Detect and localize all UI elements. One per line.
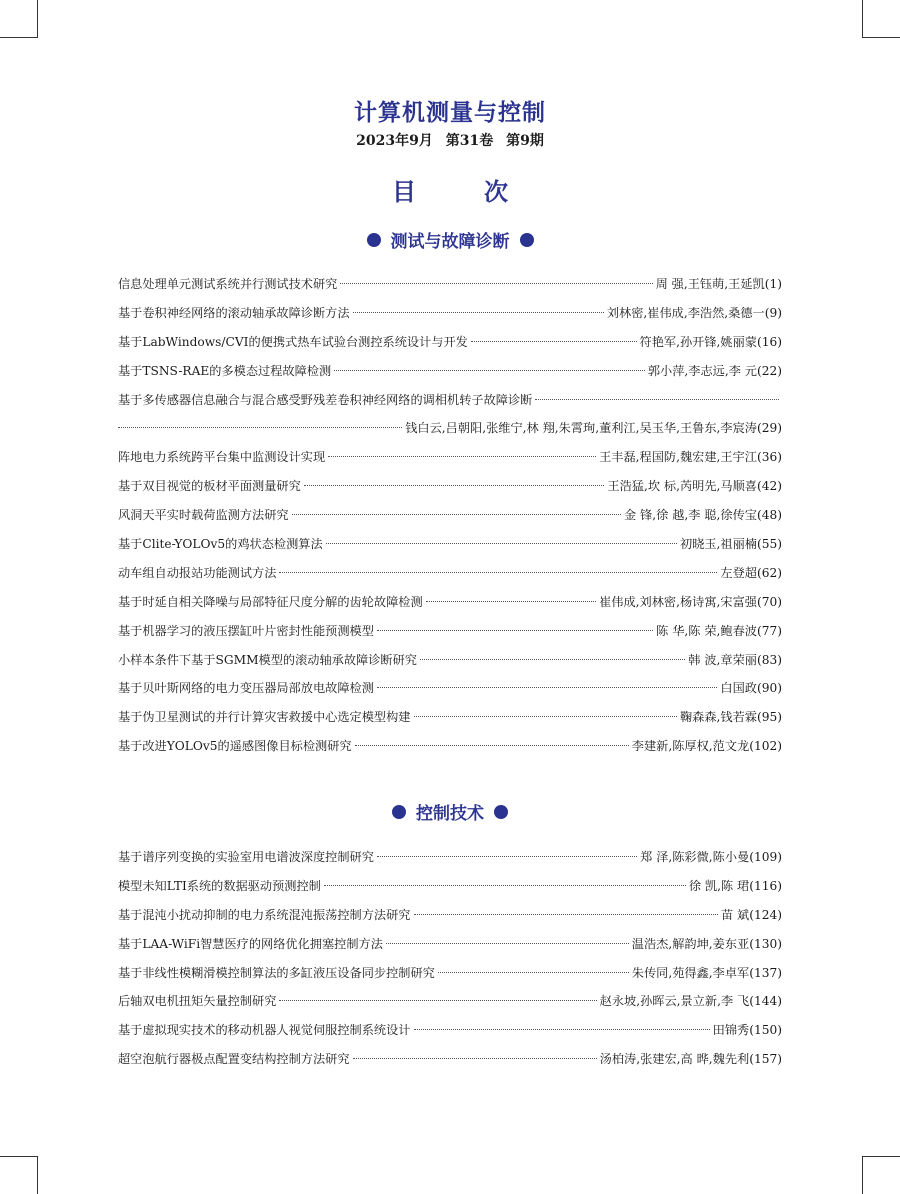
dot-leader: [334, 370, 645, 371]
entry-title: 信息处理单元测试系统并行测试技术研究: [118, 277, 338, 291]
issue-year-month: 2023年9月: [356, 133, 433, 149]
entry-title: 基于伪卫星测试的并行计算灾害救援中心选定模型构建: [118, 710, 411, 725]
dot-leader: [304, 485, 605, 486]
journal-title: 计算机测量与控制: [354, 100, 546, 126]
dot-leader: [414, 914, 718, 915]
crop-mark-top-right-v: [862, 0, 863, 38]
section-header-testing: [0, 227, 900, 252]
dot-leader: [326, 543, 677, 544]
crop-mark-top-right-h: [862, 37, 900, 38]
toc-entry[interactable]: [118, 617, 782, 646]
toc-entry-continuation[interactable]: [118, 414, 782, 443]
entry-authors-page: 初晓玉,祖丽楠(55): [679, 537, 782, 552]
toc-entry[interactable]: [118, 270, 782, 299]
crop-mark-bottom-right-v: [862, 1156, 863, 1194]
toc-entry[interactable]: [118, 357, 782, 386]
entry-title: 基于多传感器信息融合与混合感受野残差卷积神经网络的调相机转子故障诊断: [118, 392, 533, 407]
dot-leader: [420, 659, 685, 660]
toc-entry[interactable]: [118, 588, 782, 617]
entry-title: 基于时延自相关降噪与局部特征尺度分解的齿轮故障检测: [118, 594, 423, 609]
entry-title: 基于TSNS-RAE的多模态过程故障检测: [118, 363, 332, 378]
dot-leader: [377, 630, 653, 631]
entry-title: 基于谱序列变换的实验室用电谱波深度控制研究: [118, 850, 374, 864]
toc-entry[interactable]: [118, 386, 782, 415]
entry-authors-page: 温浩杰,解韵坤,姜东亚(130): [631, 936, 782, 951]
entry-authors-page: 徐 凯,陈 珺(116): [688, 878, 782, 893]
entry-title: 基于改进YOLOv5的遥感图像目标检测研究: [118, 739, 352, 754]
toc-entry[interactable]: [118, 959, 782, 988]
dot-leader: [438, 972, 629, 973]
bullet-dot-icon: [367, 233, 381, 247]
entry-authors-page: 韩 波,章荣丽(83): [688, 652, 782, 667]
bullet-dot-icon: [392, 805, 406, 819]
entry-authors-page: 白国政(90): [720, 681, 782, 696]
entry-title: 基于非线性模糊滑模控制算法的多缸液压设备同步控制研究: [118, 965, 435, 980]
dot-leader: [328, 456, 596, 457]
crop-mark-bottom-left-h: [0, 1156, 38, 1157]
entry-authors-page: 王丰磊,程国防,魏宏建,王宇江(36): [599, 450, 782, 465]
crop-mark-top-left-v: [37, 0, 38, 38]
entry-title: 风洞天平实时载荷监测方法研究: [118, 508, 289, 523]
entry-authors-page: 赵永坡,孙晖云,景立新,李 飞(144): [599, 994, 782, 1009]
entry-authors-page: 郑 泽,陈彩微,陈小曼(109): [640, 850, 782, 864]
entry-authors-page: 朱传同,苑得鑫,李卓军(137): [631, 965, 782, 980]
entry-title: 阵地电力系统跨平台集中监测设计实现: [118, 450, 326, 465]
toc-entry[interactable]: [118, 299, 782, 328]
contents-title: 目 次: [392, 178, 530, 206]
toc-entry[interactable]: [118, 443, 782, 472]
dot-leader: [414, 1029, 710, 1030]
dot-leader: [324, 885, 686, 886]
entry-authors-page: 李建新,陈厚权,范文龙(102): [631, 739, 782, 754]
toc-entry[interactable]: [118, 901, 782, 930]
entry-authors-page: 王浩猛,坎 标,芮明先,马顺喜(42): [607, 479, 782, 494]
entry-title: 基于卷积神经网络的滚动轴承故障诊断方法: [118, 305, 350, 320]
dot-leader: [118, 427, 402, 428]
dot-leader: [377, 856, 637, 857]
entry-authors-page: 钱白云,吕朝阳,张维宁,林 翔,朱霄珣,董利江,吴玉华,王鲁东,李宸涛(29): [405, 421, 782, 436]
dot-leader: [471, 341, 637, 342]
crop-mark-bottom-right-h: [862, 1156, 900, 1157]
entry-authors-page: 陈 华,陈 荣,鲍春波(77): [656, 623, 782, 638]
toc-list-control: [118, 843, 782, 1074]
entry-authors-page: 周 强,王钰萌,王延凯(1): [655, 277, 782, 291]
toc-entry[interactable]: [118, 930, 782, 959]
section-title: 控制技术: [416, 804, 484, 824]
toc-entry[interactable]: [118, 646, 782, 675]
entry-authors-page: 汤柏涛,张建宏,高 晔,魏先利(157): [599, 1052, 782, 1067]
entry-title: 基于混沌小扰动抑制的电力系统混沌振荡控制方法研究: [118, 907, 411, 922]
entry-authors-page: 苗 斌(124): [720, 907, 782, 922]
toc-entry[interactable]: [118, 843, 782, 872]
bullet-dot-icon: [494, 805, 508, 819]
entry-title: 基于LAA-WiFi智慧医疗的网络优化拥塞控制方法: [118, 936, 383, 951]
dot-leader: [353, 1058, 597, 1059]
entry-title: 动车组自动报站功能测试方法: [118, 565, 277, 580]
dot-leader: [279, 572, 717, 573]
entry-title: 基于Clite-YOLOv5的鸡状态检测算法: [118, 537, 323, 552]
crop-mark-top-left-h: [0, 37, 38, 38]
dot-leader: [292, 514, 621, 515]
dot-leader: [353, 312, 604, 313]
entry-authors-page: 郭小萍,李志远,李 元(22): [647, 363, 782, 378]
toc-entry[interactable]: [118, 732, 782, 761]
issue-volume: 第31卷: [445, 133, 494, 149]
toc-entry[interactable]: [118, 1045, 782, 1074]
section-header-control: [0, 799, 900, 824]
entry-authors-page: 刘林密,崔伟成,李浩然,桑德一(9): [606, 305, 782, 320]
dot-leader: [340, 283, 652, 284]
entry-title: 后轴双电机扭矩矢量控制研究: [118, 994, 277, 1009]
toc-entry[interactable]: [118, 674, 782, 703]
dot-leader: [386, 943, 629, 944]
entry-title: 小样本条件下基于SGMM模型的滚动轴承故障诊断研究: [118, 652, 417, 667]
entry-title: 模型未知LTI系统的数据驱动预测控制: [118, 878, 321, 893]
entry-title: 基于机器学习的液压摆缸叶片密封性能预测模型: [118, 623, 374, 638]
section-title: 测试与故障诊断: [390, 232, 510, 252]
entry-title: 超空泡航行器极点配置变结构控制方法研究: [118, 1052, 350, 1067]
toc-entry[interactable]: [118, 472, 782, 501]
crop-mark-bottom-left-v: [37, 1156, 38, 1194]
entry-authors-page: 崔伟成,刘林密,杨诗寓,宋富强(70): [599, 594, 782, 609]
toc-entry[interactable]: [118, 1016, 782, 1045]
entry-authors-page: 左登超(62): [720, 565, 782, 580]
toc-entry[interactable]: [118, 530, 782, 559]
toc-entry[interactable]: [118, 559, 782, 588]
dot-leader: [535, 399, 779, 400]
dot-leader: [426, 601, 596, 602]
dot-leader: [414, 716, 677, 717]
entry-authors-page: 金 锋,徐 越,李 聪,徐传宝(48): [624, 508, 782, 523]
toc-entry[interactable]: [118, 703, 782, 732]
dot-leader: [355, 745, 629, 746]
issue-number: 第9期: [506, 133, 544, 149]
entry-authors-page: 鞠森森,钱若霖(95): [679, 710, 782, 725]
entry-title: 基于LabWindows/CVI的便携式热车试验台测控系统设计与开发: [118, 334, 468, 349]
entry-title: 基于贝叶斯网络的电力变压器局部放电故障检测: [118, 681, 374, 696]
toc-entry[interactable]: [118, 501, 782, 530]
dot-leader: [279, 1000, 596, 1001]
toc-entry[interactable]: [118, 987, 782, 1016]
entry-title: 基于双目视觉的板材平面测量研究: [118, 479, 301, 494]
entry-authors-page: 符艳军,孙开锋,姚丽蒙(16): [639, 334, 782, 349]
issue-line: [0, 130, 900, 150]
entry-title: 基于虚拟现实技术的移动机器人视觉伺服控制系统设计: [118, 1023, 411, 1038]
toc-entry[interactable]: [118, 872, 782, 901]
dot-leader: [377, 687, 717, 688]
toc-list-testing: [118, 270, 782, 761]
toc-entry[interactable]: [118, 328, 782, 357]
entry-authors-page: 田锦秀(150): [712, 1023, 782, 1038]
bullet-dot-icon: [520, 233, 534, 247]
